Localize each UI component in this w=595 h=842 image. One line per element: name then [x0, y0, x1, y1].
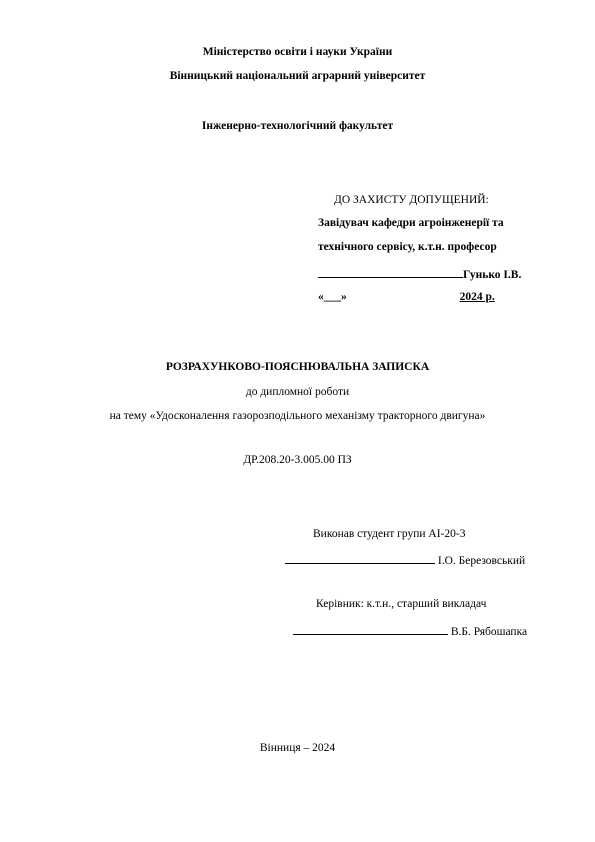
document-subtitle: до дипломної роботи: [245, 386, 350, 398]
document-topic: на тему «Удосконалення газорозподільного механізму тракторного двигуна»: [109, 410, 486, 422]
supervisor-label: Керівник: к.т.н., старший викладач: [316, 598, 487, 610]
performer-signature-row: [285, 552, 525, 568]
supervisor-signature-row: [293, 623, 527, 639]
approval-date-row: [318, 292, 495, 304]
head-of-department-name: Гунько І.В.: [463, 269, 522, 281]
date-day: «___»: [318, 291, 347, 303]
signature-line: [318, 266, 463, 278]
approval-line-2: технічного сервісу, к.т.н. професор: [318, 241, 497, 253]
date-year: 2024 р.: [459, 291, 495, 303]
university-heading: Вінницький національний аграрний університет: [169, 70, 426, 82]
supervisor-name: В.Б. Рябошапка: [450, 626, 528, 638]
signature-line: [285, 552, 435, 564]
document-main-title: РОЗРАХУНКОВО-ПОЯСНЮВАЛЬНА ЗАПИСКА: [165, 361, 430, 373]
performer-label: Виконав студент групи АІ-20-3: [313, 528, 466, 540]
approval-signature-row: [318, 266, 521, 282]
performer-name: І.О. Березовський: [437, 555, 526, 567]
ministry-heading: Міністерство освіти і науки України: [202, 46, 393, 58]
document-code: ДР.208.20-3.005.00 ПЗ: [243, 454, 352, 466]
approval-title: ДО ЗАХИСТУ ДОПУЩЕНИЙ:: [334, 194, 489, 206]
city-year: Вінниця – 2024: [259, 742, 336, 754]
approval-line-1: Завідувач кафедри агроінженерії та: [318, 217, 504, 229]
signature-line: [293, 623, 448, 635]
faculty-heading: Інженерно-технологічний факультет: [201, 120, 394, 132]
